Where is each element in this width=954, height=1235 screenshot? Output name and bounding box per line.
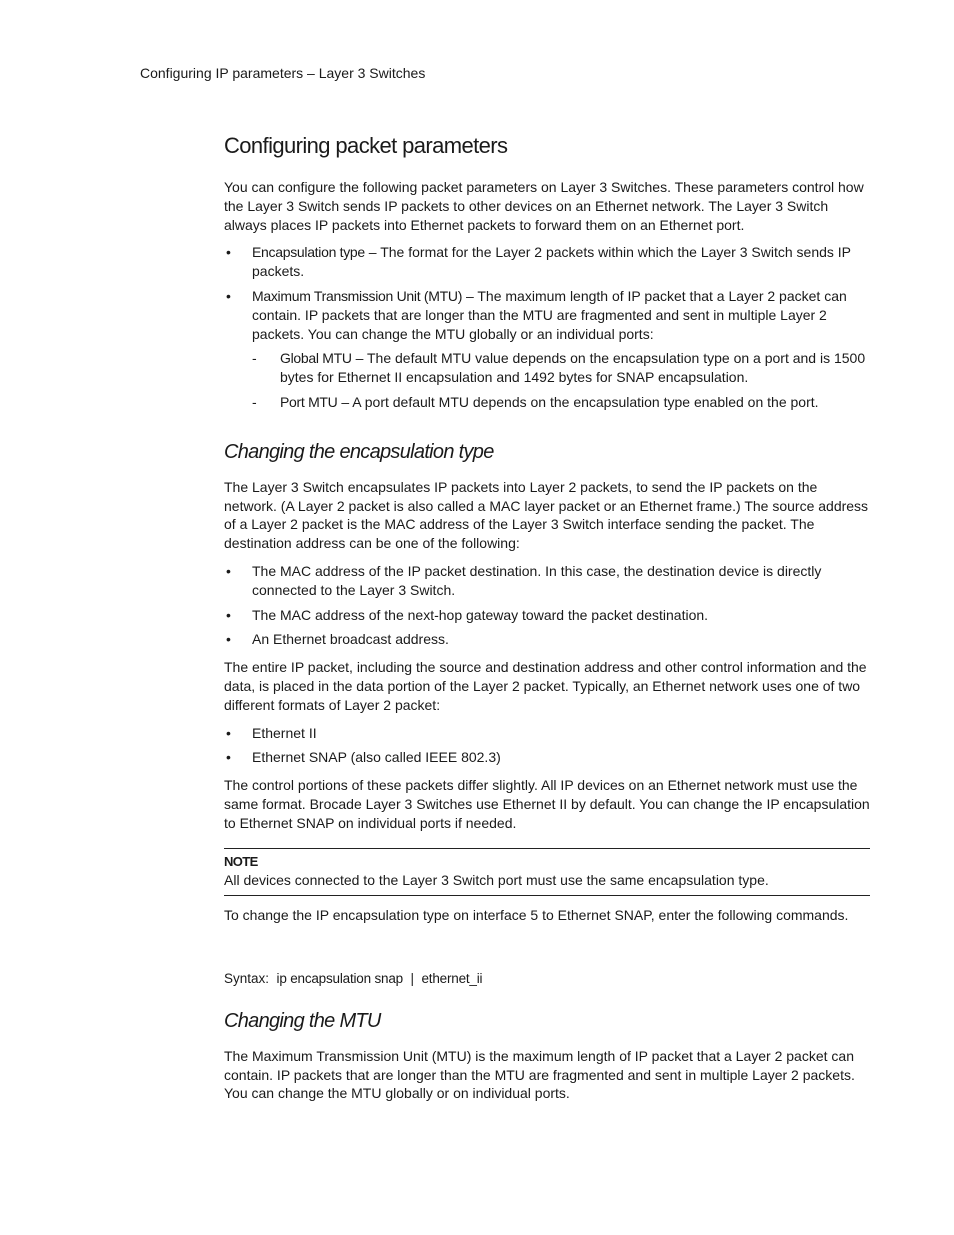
bullet-text: – The format for the Layer 2 packets within which the Layer 3 Switch sends IP packets. [252, 244, 851, 280]
syntax-command: ip encapsulation snap [276, 970, 403, 986]
syntax-option: ethernet_ii [421, 970, 483, 986]
running-header: Configuring IP parameters – Layer 3 Switches [140, 65, 426, 81]
bullet-icon: • [226, 749, 231, 766]
bullet-text: Ethernet SNAP (also called IEEE 802.3) [252, 749, 501, 766]
bullet-icon: • [226, 631, 231, 648]
bullet-text: – The maximum length of IP packet that a Layer 2 packet can contain. IP packets that are longer than the MTU are fragmented and sent in multiple Layer 2 packets. You can change the MTU globally or an individual ports: [252, 287, 847, 342]
destination-address-list [224, 562, 870, 649]
bullet-text: The MAC address of the IP packet destination. In this case, the destination device is directly connected to the Layer 3 Switch. [252, 562, 822, 598]
bullet-text: – The default MTU value depends on the encapsulation type on a port and is 1500 bytes for Ethernet II encapsulation and 1492 bytes for SNAP encapsulation. [280, 350, 866, 386]
list-item [224, 630, 870, 649]
syntax-separator: | [410, 970, 414, 986]
bullet-icon: • [226, 724, 231, 741]
packet-parameter-list [224, 243, 870, 411]
bullet-term: Encapsulation type [252, 244, 365, 261]
section-title-mtu: Changing the MTU [224, 1009, 381, 1032]
bullet-icon: • [226, 606, 231, 623]
bullet-icon: • [226, 244, 231, 261]
bullet-icon: • [226, 562, 231, 579]
note-label: NOTE [224, 853, 258, 869]
list-item [224, 748, 870, 767]
syntax-line [224, 970, 870, 989]
list-item [252, 349, 870, 387]
list-item [224, 724, 870, 743]
note-text: All devices connected to the Layer 3 Switch port must use the same encapsulation type. [224, 872, 769, 889]
mtu-sub-list [252, 349, 870, 411]
packet-format-list [224, 724, 870, 768]
encapsulation-paragraph-4: To change the IP encapsulation type on interface 5 to Ethernet SNAP, enter the following commands. [224, 907, 849, 924]
list-item [224, 243, 870, 281]
bullet-text: Ethernet II [252, 724, 317, 741]
list-item [252, 393, 870, 412]
bullet-text: An Ethernet broadcast address. [252, 631, 449, 648]
page-content [224, 130, 870, 1103]
encapsulation-paragraph-2: The entire IP packet, including the source and destination address and other control information and the data, is placed in the data portion of the Layer 2 packet. Typically, an Ethernet network uses one of two different formats of Layer 2 packet: [224, 659, 867, 713]
section-title-encapsulation: Changing the encapsulation type [224, 440, 494, 463]
bullet-term: Maximum Transmission Unit (MTU) [252, 287, 463, 304]
list-item [224, 287, 870, 412]
bullet-term: Global MTU [280, 350, 352, 367]
encapsulation-paragraph-3: The control portions of these packets differ slightly. All IP devices on an Ethernet network must use the same format. Brocade Layer 3 Switches use Ethernet II by default. You can change the IP encapsulation to Ethernet SNAP on individual ports if needed. [224, 777, 870, 831]
syntax-label: Syntax: [224, 970, 270, 986]
mtu-paragraph: The Maximum Transmission Unit (MTU) is the maximum length of IP packet that a Layer 2 packet can contain. IP packets that are longer than the MTU are fragmented and sent in multiple Layer 2 packets. You can change the MTU globally or on individual ports. [224, 1047, 855, 1102]
note-box [224, 848, 870, 897]
list-item [224, 562, 870, 600]
encapsulation-paragraph-1: The Layer 3 Switch encapsulates IP packets into Layer 2 packets, to send the IP packets on the network. (A Layer 2 packet is also called a MAC layer packet or an Ethernet frame.) The source address of a Layer 2 packet is the MAC address of the Layer 3 Switch interface sending the packet. The destination address can be one of the following: [224, 478, 869, 552]
list-item [224, 606, 870, 625]
intro-paragraph: You can configure the following packet parameters on Layer 3 Switches. These parameters control how the Layer 3 Switch sends IP packets to other devices on an Ethernet network. The Layer 3 Switch always places IP packets into Ethernet packets to forward them on an Ethernet port. [224, 179, 864, 233]
bullet-term: Port MTU [280, 393, 338, 410]
section-title-packet-parameters: Configuring packet parameters [224, 133, 508, 158]
dash-icon: - [252, 393, 257, 410]
dash-icon: - [252, 350, 257, 367]
bullet-text: The MAC address of the next-hop gateway toward the packet destination. [252, 606, 709, 623]
bullet-icon: • [226, 287, 231, 304]
bullet-text: – A port default MTU depends on the encapsulation type enabled on the port. [337, 393, 819, 410]
